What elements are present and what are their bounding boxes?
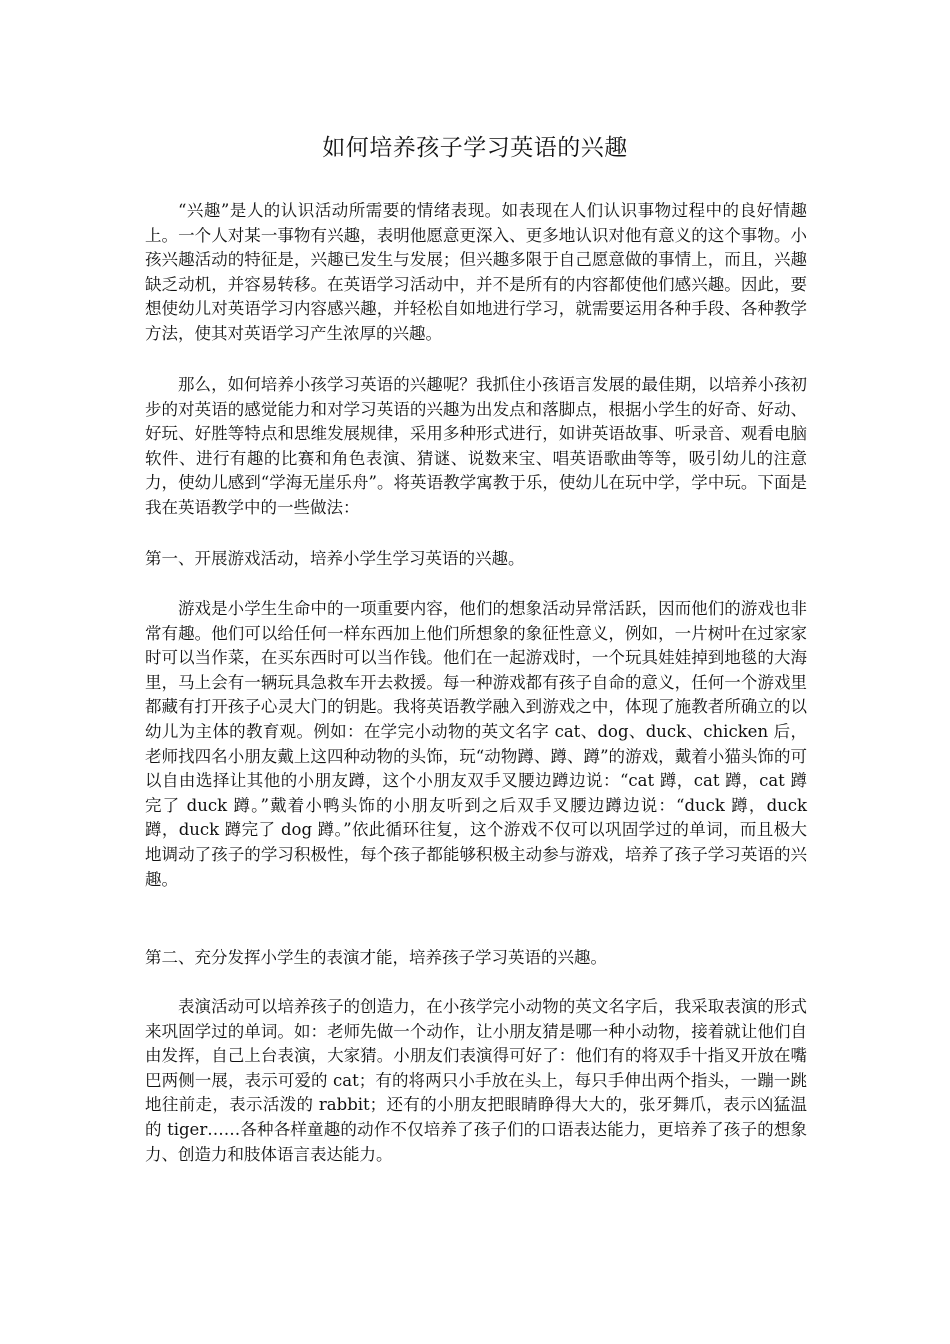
paragraph-performance: 表演活动可以培养孩子的创造力，在小孩学完小动物的英文名字后，我采取表演的形式来巩固学过的单词。如：老师先做一个动作，让小朋友猜是哪一种小动物，接着就让他们自由发挥，自己上台表演，大家猜。小朋友们表演得可好了：他们有的将双手十指叉开放在嘴巴两侧一展，表示可爱的 cat；有的将两只小手放在头上，每只手伸出两个指头，一蹦一跳地往前走，表示活泼的 rabbit；还有的小朋友把眼睛睁得大大的，张牙舞爪，表示凶猛温的 tiger……各种各样童趣的动作不仅培养了孩子们的口语表达能力，更培养了孩子的想象力、创造力和肢体语言表达能力。 xyxy=(145,997,807,1164)
paragraph-interest-definition: “兴趣”是人的认识活动所需要的情绪表现。如表现在人们认识事物过程中的良好情趣上。一个人对某一事物有兴趣，表明他愿意更深入、更多地认识对他有意义的这个事物。小孩兴趣活动的特征是，兴趣已发生与发展；但兴趣多限于自己愿意做的事情上，而且，兴趣缺乏动机，并容易转移。在英语学习活动中，并不是所有的内容都使他们感兴趣。因此，要想使幼儿对英语学习内容感兴趣，并轻松自如地进行学习，就需要运用各种手段、各种教学方法，使其对英语学习产生浓厚的兴趣。 xyxy=(145,201,807,343)
document-title: 如何培养孩子学习英语的兴趣 xyxy=(322,135,628,161)
section-heading-games: 第一、开展游戏活动，培养小学生学习英语的兴趣。 xyxy=(145,549,525,568)
section-heading-performance: 第二、充分发挥小学生的表演才能，培养孩子学习英语的兴趣。 xyxy=(145,948,607,967)
paragraph-how-to-cultivate: 那么，如何培养小孩学习英语的兴趣呢？我抓住小孩语言发展的最佳期，以培养小孩初步的对英语的感觉能力和对学习英语的兴趣为出发点和落脚点，根据小学生的好奇、好动、好玩、好胜等特点和思维发展规律，采用多种形式进行，如讲英语故事、听录音、观看电脑软件、进行有趣的比赛和角色表演、猜谜、说数来宝、唱英语歌曲等等，吸引幼儿的注意力，使幼儿感到“学海无崖乐舟”。将英语教学寓教于乐，使幼儿在玩中学，学中玩。下面是我在英语教学中的一些做法： xyxy=(145,375,807,517)
paragraph-games: 游戏是小学生生命中的一项重要内容，他们的想象活动异常活跃，因而他们的游戏也非常有趣。他们可以给任何一样东西加上他们所想象的象征性意义，例如，一片树叶在过家家时可以当作菜，在买东西时可以当作钱。他们在一起游戏时，一个玩具娃娃掉到地毯的大海里，马上会有一辆玩具急救车开去救援。每一种游戏都有孩子自命的意义，任何一个游戏里都藏有打开孩子心灵大门的钥匙。我将英语教学融入到游戏之中，体现了施教者所确立的以幼儿为主体的教育观。例如：在学完小动物的英文名字 cat、dog、duck、chicken 后，老师找四名小朋友戴上这四种动物的头饰，玩“动物蹲、蹲、蹲”的游戏，戴着小猫头饰的可以自由选择让其他的小朋友蹲，这个小朋友双手叉腰边蹲边说：“cat 蹲，cat 蹲，cat 蹲完了 duck 蹲。”戴着小鸭头饰的小朋友听到之后双手叉腰边蹲边说：“duck 蹲，duck 蹲，duck 蹲完了 dog 蹲。”依此循环往复，这个游戏不仅可以巩固学过的单词，而且极大地调动了孩子的学习积极性，每个孩子都能够积极主动参与游戏，培养了孩子学习英语的兴趣。 xyxy=(145,599,807,889)
